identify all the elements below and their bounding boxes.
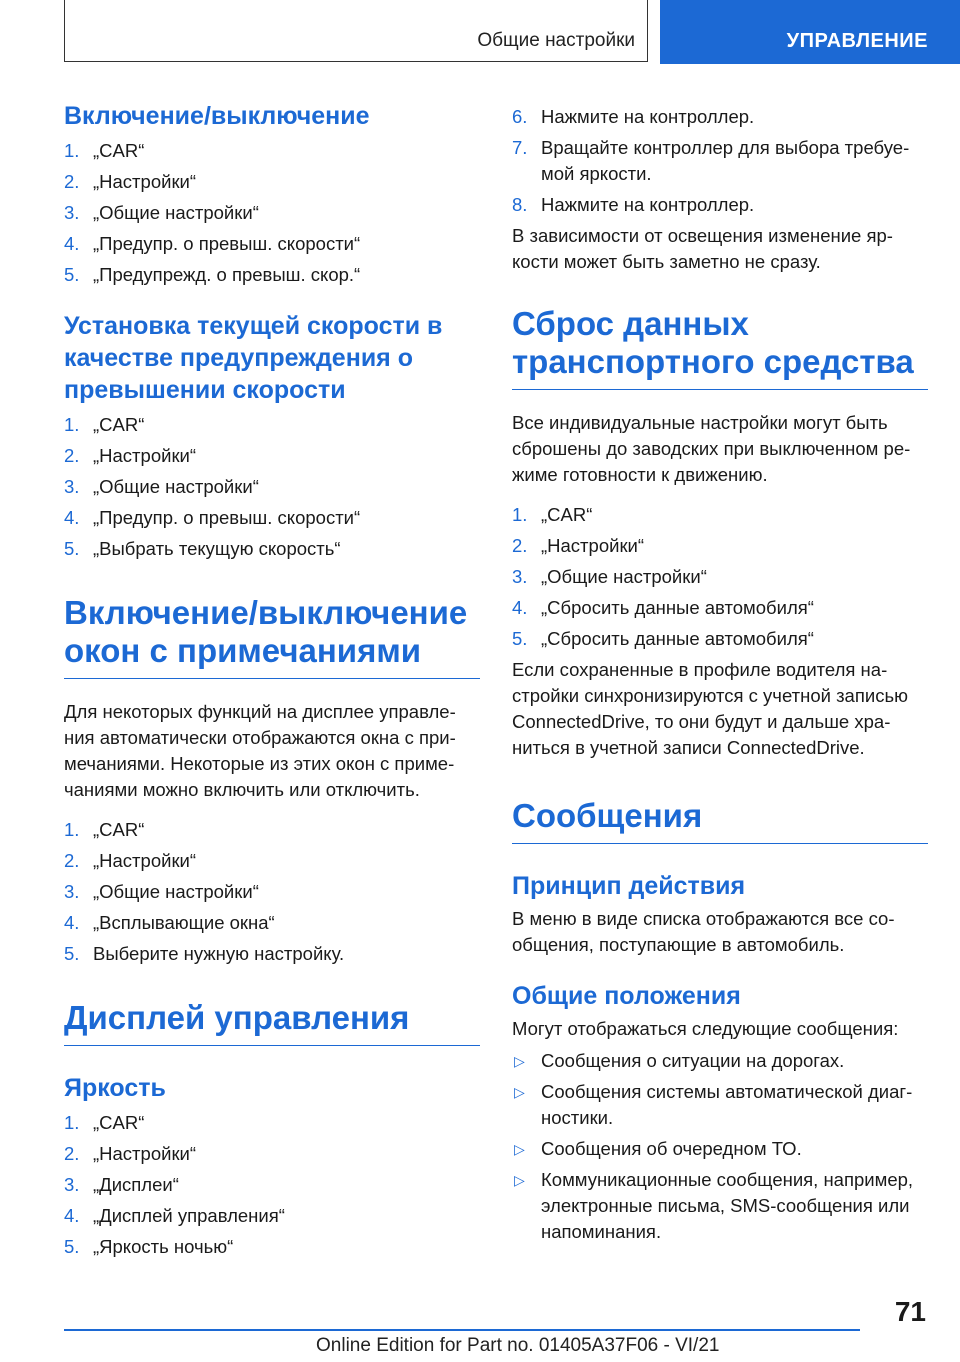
chapter-heading: Сброс данных транспортного средства: [512, 305, 928, 390]
paragraph: Могут отображаться следующие сообщения:: [512, 1018, 899, 1039]
triangle-bullet-icon: ▷: [514, 1084, 525, 1100]
steps-list: [64, 1110, 480, 1260]
steps-list: [512, 502, 928, 652]
list-item: ▷ Сообщения о ситуации на дорогах.: [512, 1048, 928, 1074]
list-item: 2. „Настройки“: [64, 171, 197, 192]
section-title: Принцип действия: [512, 872, 746, 900]
list-item: 3. „Общие настройки“: [64, 476, 259, 497]
paragraph: Все индивидуальные настройки могут быть сброшены до заводских при выключенном режиме готовности к движению.: [512, 412, 911, 485]
list-item: 3. „Общие настройки“: [64, 881, 259, 902]
list-item: 1. „CAR“: [64, 140, 145, 161]
list-item: 7. Вращайте контроллер для выбора требуемой яркости.: [512, 137, 910, 184]
list-item: 4. „Предупр. о превыш. скорости“: [64, 233, 361, 254]
header-chapter-tab: [660, 0, 960, 64]
section-title: Установка текущей скорости в качестве предупреждения о превышении скорости: [64, 312, 443, 404]
list-item: ▷ Сообщения системы автоматической диагностики.: [514, 1081, 913, 1128]
list-item: 5. „Выбрать текущую скорость“: [64, 538, 341, 559]
list-item: ▷ Сообщения об очередном ТО.: [512, 1136, 928, 1162]
list-item: 3. „Дисплеи“: [64, 1174, 179, 1195]
footer-divider: [64, 1329, 860, 1331]
list-item: 8. Нажмите на контроллер.: [512, 194, 755, 215]
page-number: 71: [894, 1296, 926, 1327]
list-item: 6. Нажмите на контроллер.: [512, 106, 755, 127]
paragraph: Для некоторых функций на дисплее управления автоматически отображаются окна с примечаниями. Некоторые из этих окон с примечаниями можно включить или отключить.: [64, 701, 456, 800]
section-title: Включение/выключение: [64, 102, 370, 130]
list-item: 4. „Дисплей управления“: [64, 1205, 285, 1226]
chapter-heading: Сообщения: [512, 797, 928, 844]
paragraph: Если сохраненные в профиле водителя настройки синхронизируются с учетной записью ConnectedDrive, то они будут и дальше храниться в учетной записи ConnectedDrive.: [512, 659, 908, 758]
list-item: 4. „Сбросить данные автомобиля“: [512, 597, 814, 618]
header-section-box: [64, 0, 648, 62]
chapter-heading: Включение/выключение окон с примечаниями: [64, 594, 480, 679]
paragraph: В зависимости от освещения изменение яркости может быть заметно не сразу.: [512, 225, 893, 272]
section-title: Яркость: [64, 1074, 166, 1102]
list-item: 2. „Настройки“: [64, 850, 197, 871]
list-item: 3. „Общие настройки“: [512, 566, 707, 587]
list-item: 3. „Общие настройки“: [64, 202, 259, 223]
triangle-bullet-icon: ▷: [514, 1053, 525, 1069]
list-item: 2. „Настройки“: [64, 445, 197, 466]
footer-edition: Online Edition for Part no. 01405A37F06 - VI/21: [316, 1335, 720, 1356]
triangle-bullet-icon: ▷: [514, 1172, 525, 1188]
list-item: 1. „CAR“: [64, 819, 145, 840]
list-item: 5. „Сбросить данные автомобиля“: [512, 628, 814, 649]
list-item: 2. „Настройки“: [64, 1143, 197, 1164]
list-item: ▷ Коммуникационные сообщения, например, электронные письма, SMS-сообщения или напоминания.: [514, 1169, 914, 1242]
list-item: 1. „CAR“: [512, 504, 593, 525]
list-item: 5. „Яркость ночью“: [64, 1236, 234, 1257]
list-item: 5. „Предупрежд. о превыш. скор.“: [64, 264, 361, 285]
steps-list: [64, 412, 480, 562]
header-section-title: Общие настройки: [477, 30, 635, 51]
section-title: Общие положения: [512, 982, 741, 1010]
steps-list: [64, 138, 480, 288]
chapter-heading: Дисплей управления: [64, 999, 480, 1046]
steps-list: [64, 817, 480, 967]
list-item: 5. Выберите нужную настройку.: [64, 943, 345, 964]
list-item: 1. „CAR“: [64, 414, 145, 435]
list-item: 4. „Предупр. о превыш. скорости“: [64, 507, 361, 528]
paragraph: В меню в виде списка отображаются все сообщения, поступающие в автомобиль.: [512, 908, 895, 955]
list-item: 1. „CAR“: [64, 1112, 145, 1133]
header-chapter-title: УПРАВЛЕНИЕ: [786, 30, 928, 52]
left-column: [64, 100, 480, 1265]
right-column: [512, 104, 928, 1250]
bullet-list: [512, 1048, 928, 1245]
list-item: 2. „Настройки“: [512, 535, 645, 556]
triangle-bullet-icon: ▷: [514, 1141, 525, 1157]
list-item: 4. „Всплывающие окна“: [64, 912, 275, 933]
steps-list: [512, 104, 928, 218]
